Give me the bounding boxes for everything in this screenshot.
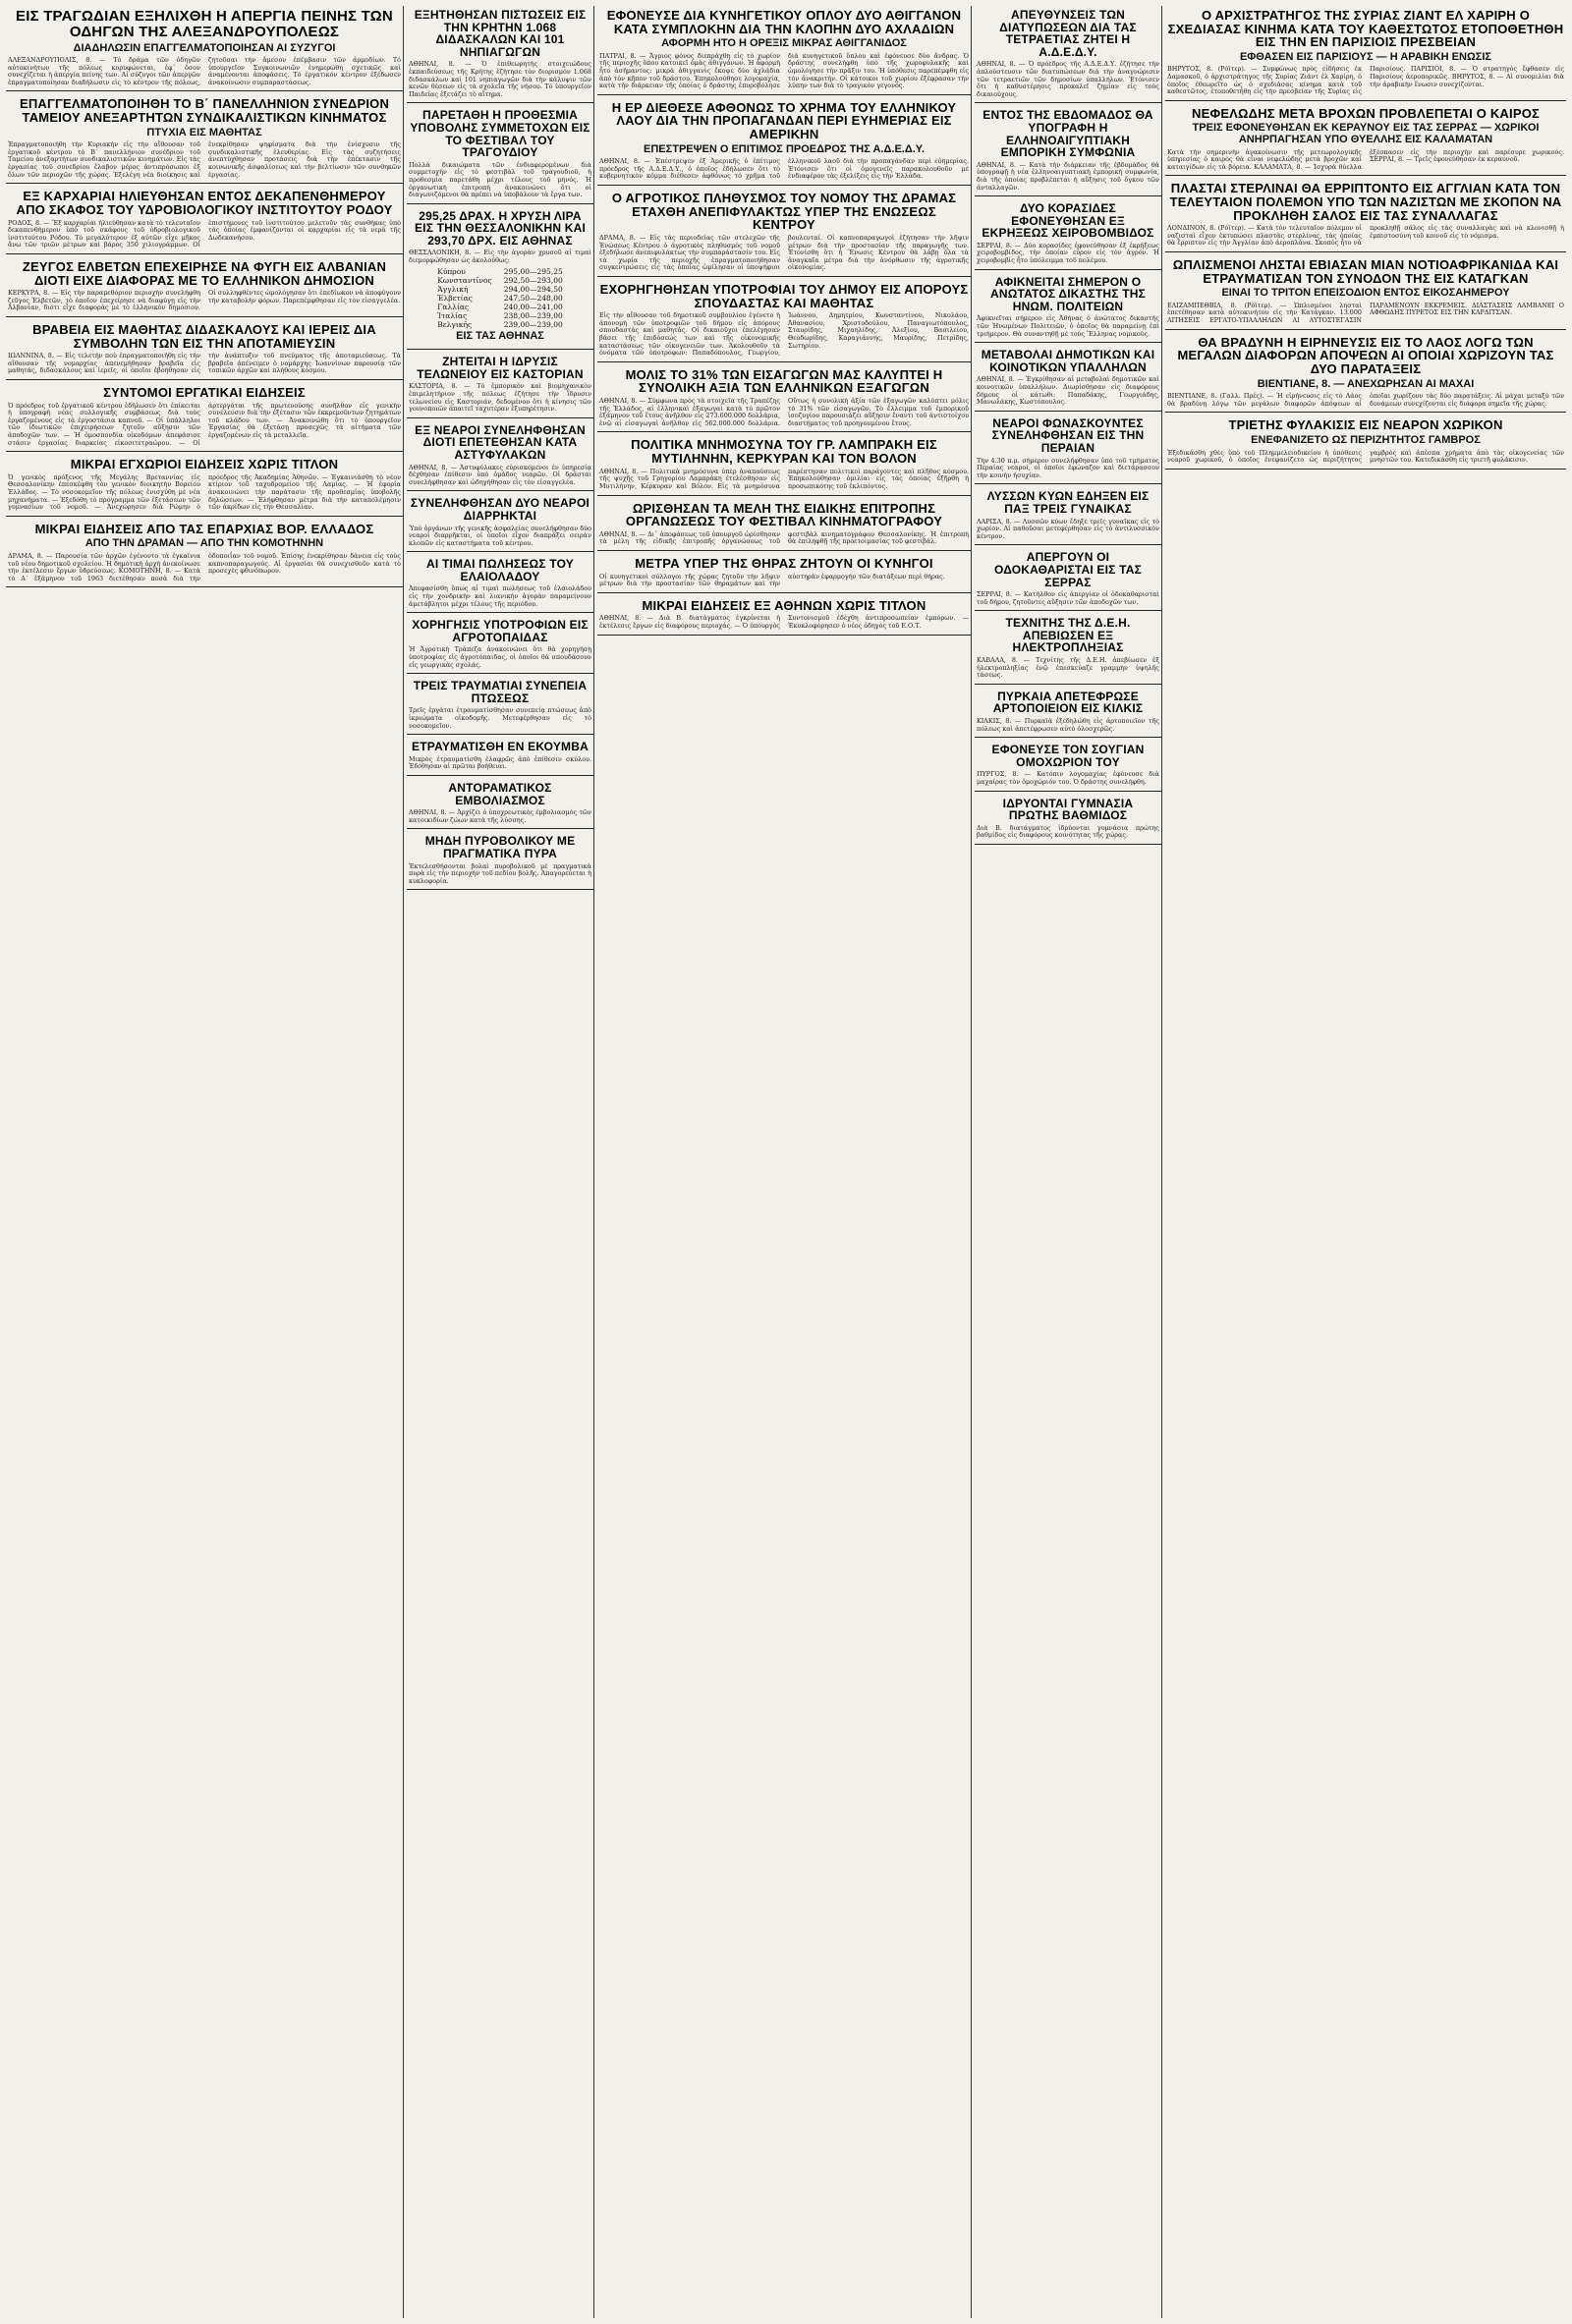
article [1165, 179, 1566, 252]
article [407, 494, 593, 552]
subheadline: ΤΡΕΙΣ ΕΦΟΝΕΥΘΗΣΑΝ ΕΚ ΚΕΡΑΥΝΟΥ ΕΙΣ ΤΑΣ ΣΕΡΡΑΣ — ΧΩΡΙΚΟΙ ΑΝΗΡΠΑΓΗΣΑΝ ΥΠΟ ΘΥΕΛΛΗΣ ΕΙΣ ΚΑΛΑΜΑΤΑΝ [1192, 122, 1540, 146]
article [597, 435, 971, 495]
article [975, 688, 1161, 738]
subheadline: ΕΙΝΑΙ ΤΟ ΤΡΙΤΟΝ ΕΠΕΙΣΟΔΙΟΝ ΕΝΤΟΣ ΕΙΚΟΣΑΗΜΕΡΟΥ [1221, 287, 1510, 300]
gold-rates-table [431, 267, 569, 329]
column-rule [593, 6, 594, 2318]
headline: ΑΙ ΤΙΜΑΙ ΠΩΛΗΣΕΩΣ ΤΟΥ ΕΛΑΙΟΛΑΔΟΥ [426, 557, 574, 583]
article-body: Ἐκτελεσθήσονται βολαὶ πυροβολικοῦ μὲ πραγματικὰ πυρὰ εἰς τὴν περιοχὴν τοῦ πεδίου βολῆς. Ἀπαγορεύεται ἡ κυκλοφορία. [409, 861, 591, 885]
article-body: ΚΑΣΤΟΡΙΑ, 8. — Τό ἐμπορικὸν καὶ βιομηχανικὸν ἐπιμελητήριον τῆς πόλεως ἐζήτησε τὴν ἵδρυσιν τελωνείου εἰς Καστοριάν, δεδομένου ὅτι ἡ κίνησις τῶν γουνοποιῶν ἀπαιτεῖ ταχυτέραν ἐξυπηρέτησιν. [409, 382, 591, 414]
article [6, 455, 403, 517]
article [597, 6, 971, 95]
article [1165, 255, 1566, 330]
article-body: ΒΙΕΝΤΙΑΝΕ, 8. (Γαλλ. Πρές). — Ἡ εἰρήνευσις εἰς τὸ Λάος θὰ βραδύνῃ λόγῳ τῶν μεγάλων διαφορῶν ἀπόψεων αἱ ὁποῖαι χωρίζουν τὰς δύο παρατάξεις. Αἱ μάχαι μεταξὺ τῶν δυνάμεων συνεχίζονται εἰς διάφορα σημεῖα τῆς χώρας. [1167, 392, 1564, 408]
rate-label: Ἑλβετίας [437, 293, 473, 303]
rate-label: Ἰταλίας [437, 310, 468, 320]
article-body: ΑΘΗΝΑΙ, 8. — Ὁ πρόεδρος τῆς Α.Δ.Ε.Δ.Υ. ἐζήτησε τὴν ἀπλούστευσιν τῶν διατυπώσεων διὰ τὴν ἀναγνώρισιν τῶν τετραετιῶν τῶν δημοσίων ὑπαλλήλων. Ἐτόνισεν ὅτι ἡ καθυστέρησις προκαλεῖ ζημίαν εἰς τοὺς δικαιούχους. [977, 60, 1159, 98]
article [407, 106, 593, 203]
article [975, 795, 1161, 845]
article [975, 548, 1161, 611]
article-body: Ὁ γενικὸς πρόξενος τῆς Μεγάλης Βρεταννίας εἰς Θεσσαλονίκην ἐπεσκέφθη τὸν γενικὸν διοικητὴν Βορείου Ἑλλάδος. — Τὸ νοσοκομεῖον τῆς πόλεως ἐνισχύθη μὲ νέα μηχανήματα. — Ἐξεδόθη τὸ πρόγραμμα τῶν ἐξετάσεων τῶν γυμνασίων τοῦ νομοῦ. — Ἀνεχώρησεν διὰ Ρώμην ὁ πρόεδρος τῆς Ἀκαδημίας Ἀθηνῶν. — Ἐγκαινιάσθη τὸ νέον κτίριον τοῦ ταχυδρομείου τῆς Λαμίας. — Ἡ ἐφορία ἀνακοινώνει τὴν παράτασιν τῆς προθεσμίας ὑποβολῆς δηλώσεων. — Ἐλήφθησαν μέτρα διὰ τὴν καταπολέμησιν τῶν ἀκρίδων εἰς τὴν Θεσσαλίαν. [8, 472, 401, 512]
article-body: ΔΡΑΜΑ, 8. — Παρουσία τῶν ἀρχῶν ἐγένοντο τὰ ἐγκαίνια τοῦ νέου δημοτικοῦ σχολείου. Ἡ δημοτικὴ ἀρχὴ ἀνεκοίνωσε τὴν ἐκτέλεσιν ἔργων ὑδρεύσεως. ΚΟΜΟΤΗΝΗ, 8. — Κατὰ τὸ Α΄ ἑξάμηνον τοῦ 1963 διετέθησαν ποσὰ διὰ τὴν ὁδοποιΐαν τοῦ νομοῦ. Ἐπίσης ἐνεκρίθησαν δάνεια εἰς τοὺς καπνοπαραγωγούς. Αἱ ἐργασίαι θὰ συνεχισθοῦν κατὰ τὸ προσεχὲς φθινόπωρον. [8, 552, 401, 582]
article-body: Τὴν 4.30 π.μ. σήμερον συνελήφθησαν ὑπὸ τοῦ τμήματος Περαίας νεαροί, οἱ ὁποῖοι ἐφώναζον καὶ διετάρασσον τὴν κοινὴν ἡσυχίαν. [977, 456, 1159, 479]
headline: ΛΥΣΣΩΝ ΚΥΩΝ ΕΔΗΞΕΝ ΕΙΣ ΠΑΞ ΤΡΕΙΣ ΓΥΝΑΙΚΑΣ [986, 489, 1150, 516]
column-5 [1165, 6, 1566, 2318]
article-body: ΚΕΡΚΥΡΑ, 8. — Εἰς τὴν παραμεθόριον περιοχὴν συνελήφθη ζεῦγος Ἑλβετῶν, τὸ ὁποῖον ἐπεχείρησε νὰ διαφύγῃ εἰς τὴν Ἀλβανίαν, διότι εἶχε διαφορὰς μὲ τὸ ἑλληνικὸν δημόσιον. Οἱ συλληφθέντες ὡμολόγησαν ὅτι ἐπεδίωκον νὰ ἀποφύγουν τὴν καταβολὴν φόρων. Παρεπέμφθησαν εἰς τὸν εἰσαγγελέα. [8, 289, 401, 312]
article-body: ΑΘΗΝΑΙ, 8. — Σύμφωνα πρὸς τὰ στοιχεῖα τῆς Τραπέζης τῆς Ἑλλάδος, αἱ ἑλληνικαὶ ἐξαγωγαὶ κατὰ τὸ πρῶτον ἑξάμηνον τοῦ ἔτους ἀνῆλθον εἰς 273.600.000 δολλάρια, ἐνῷ αἱ εἰσαγωγαὶ ἀνῆλθον εἰς 562.000.000 δολλάρια. Οὕτως ἡ συνολικὴ ἀξία τῶν ἐξαγωγῶν καλύπτει μόλις τὸ 31% τῶν εἰσαγωγῶν. Τὸ ἔλλειμμα τοῦ ἐμπορικοῦ ἰσοζυγίου παρουσιάζει αὔξησιν ἔναντι τοῦ ἀντιστοίχου διαστήματος τοῦ προηγουμένου ἔτους. [599, 397, 969, 427]
article [6, 520, 403, 588]
article [975, 199, 1161, 270]
rate-label: Κύπρου [437, 266, 466, 276]
headline: ΤΡΙΕΤΗΣ ΦΥΛΑΚΙΣΙΣ ΕΙΣ ΝΕΑΡΟΝ ΧΩΡΙΚΟΝ [1228, 417, 1503, 433]
headline: ΖΗΤΕΙΤΑΙ Η ΙΔΡΥΣΙΣ ΤΕΛΩΝΕΙΟΥ ΕΙΣ ΚΑΣΤΟΡΙΑΝ [417, 355, 584, 381]
rate-label: Γαλλίας [437, 302, 470, 311]
headline: ΧΟΡΗΓΗΣΙΣ ΥΠΟΤΡΟΦΙΩΝ ΕΙΣ ΑΓΡΟΤΟΠΑΙΔΑΣ [412, 618, 589, 644]
article-body: Τρεῖς ἐργάται ἐτραυματίσθησαν συνεπείᾳ πτώσεως ἀπὸ ἰκριώματα οἰκοδομῆς. Μετεφέρθησαν εἰς τὸ νοσοκομεῖον. [409, 706, 591, 730]
article-body: Ἀπεφασίσθη ὅπως αἱ τιμαὶ πωλήσεως τοῦ ἐλαιολάδου εἰς τὴν χονδρικὴν καὶ λιανικὴν ἀγορὰν παραμείνουν ἀμετάβλητοι μέχρι τέλους τῆς περιόδου. [409, 584, 591, 608]
article [407, 353, 593, 418]
article [6, 94, 403, 184]
headline: ΝΕΦΕΛΩΔΗΣ ΜΕΤΑ ΒΡΟΧΩΝ ΠΡΟΒΛΕΠΕΤΑΙ Ο ΚΑΙΡΟΣ [1191, 105, 1541, 121]
article [975, 346, 1161, 412]
article [6, 257, 403, 317]
subheadline: ΕΦΘΑΣΕΝ ΕΙΣ ΠΑΡΙΣΙΟΥΣ — Η ΑΡΑΒΙΚΗ ΕΝΩΣΙΣ [1239, 50, 1492, 63]
headline: ΤΕΧΝΙΤΗΣ ΤΗΣ Δ.Ε.Η. ΑΠΕΒΙΩΣΕΝ ΕΞ ΗΛΕΚΤΡΟΠΛΗΞΙΑΣ [1005, 616, 1131, 655]
headline: ΕΞ ΚΑΡΧΑΡΙΑΙ ΗΛΙΕΥΘΗΣΑΝ ΕΝΤΟΣ ΔΕΚΑΠΕΝΘΗΜΕΡΟΥ ΑΠΟ ΣΚΑΦΟΣ ΤΟΥ ΥΔΡΟΒΙΟΛΟΓΙΚΟΥ ΙΝΣΤΙΤΟΥΤΟΥ ΡΟΔΟΥ [16, 189, 393, 217]
article-body: Ὁ πρόεδρος τοῦ ἐργατικοῦ κέντρου ἐδήλωσεν ὅτι ἐπίκειται ἡ ὑπογραφὴ νέας συλλογικῆς συμβάσεως διὰ τοὺς ἐργαζομένους εἰς τὰ ἐργοστάσια καπνοῦ. — Οἱ ὑπάλληλοι τῶν ἰδιωτικῶν ἐπιχειρήσεων ζητοῦν αὔξησιν τῶν ἀποδοχῶν των. — Ἡ ὁμοσπονδία οἰκοδόμων ἀπεφάσισε στάσιν ἐργασίας διαρκείας εἰκοσιτετραώρου. — Οἱ ἀρτεργάται τῆς πρωτευούσης συνῆλθον εἰς γενικὴν συνέλευσιν διὰ τὴν ἐξέτασιν τῶν ἐκκρεμούντων ζητημάτων τοῦ κλάδου των. — Ἀνακοινώθη ὅτι τὸ ὑπουργεῖον Ἐργασίας θὰ ἐξετάσῃ προσεχῶς τὰ αἰτήματα τῶν ἐργαζομένων εἰς τὰ μεταλλεῖα. [8, 401, 401, 447]
article [1165, 104, 1566, 177]
article [407, 677, 593, 735]
rate-label: Κωνσταντῖνος [437, 275, 492, 285]
headline: ΕΧΟΡΗΓΗΘΗΣΑΝ ΥΠΟΤΡΟΦΙΑΙ ΤΟΥ ΔΗΜΟΥ ΕΙΣ ΑΠΟΡΟΥΣ ΣΠΟΥΔΑΣΤΑΣ ΚΑΙ ΜΑΘΗΤΑΣ [599, 281, 969, 310]
article [597, 365, 971, 433]
headline: Ο ΑΡΧΙΣΤΡΑΤΗΓΟΣ ΤΗΣ ΣΥΡΙΑΣ ΖΙΑΝΤ ΕΛ ΧΑΡΙΡΗ Ο ΣΧΕΔΙΑΣΑΣ ΚΙΝΗΜΑ ΚΑΤΑ ΤΟΥ ΚΑΘΕΣΤΩΤΟΣ ΕΤΟΠΟΘΕΤΗΘΗ ΕΙΣ ΤΗΝ ΕΝ ΠΑΡΙΣΙΟΙΣ ΠΡΕΣΒΕΙΑΝ [1167, 8, 1564, 50]
article [975, 106, 1161, 196]
headline: ΑΠΕΡΓΟΥΝ ΟΙ ΟΔΟΚΑΘΑΡΙΣΤΑΙ ΕΙΣ ΤΑΣ ΣΕΡΡΑΣ [993, 550, 1143, 589]
table-row [431, 294, 569, 303]
headline: ΣΥΝΕΛΗΦΘΗΣΑΝ ΔΥΟ ΝΕΑΡΟΙ ΔΙΑΡΡΗΚΤΑΙ [410, 496, 590, 523]
subheadline: ΑΦΟΡΜΗ ΗΤΟ Η ΟΡΕΞΙΣ ΜΙΚΡΑΣ ΑΘΙΓΓΑΝΙΔΟΣ [661, 37, 907, 50]
table-row [431, 311, 569, 320]
headline: ΕΞ ΝΕΑΡΟΙ ΣΥΝΕΛΗΦΘΗΣΑΝ ΔΙΟΤΙ ΕΠΕΤΕΘΗΣΑΝ ΚΑΤΑ ΑΣΤΥΦΥΛΑΚΩΝ [415, 422, 586, 462]
article [6, 383, 403, 452]
article-body: ΕΛΙΖΑΜΠΕΘΒΙΛ, 8. (Ρόϊτερ). — Ὡπλισμένοι λησταὶ ἐπετέθησαν κατὰ αὐτοκινήτου εἰς τὴν Κατάγκαν. 13.000 ΑΙΤΗΣΕΙΣ ΕΡΓΑΤΟ-ΥΠΑΛΛΗΛΩΝ ΑΙ ΑΥΤΟΣΤΕΓΑΣΙΝ ΠΑΡΑΜΕΝΟΥΝ ΕΚΚΡΕΜΕΙΣ. ΔΙΑΣΤΑΣΕΙΣ ΛΑΜΒΑΝΕΙ Ο ΑΦΘΩΔΗΣ ΠΥΡΕΤΟΣ ΕΙΣ ΤΗΝ ΚΑΡΔΙΤΣΑΝ. [1167, 301, 1564, 325]
headline: ΤΡΕΙΣ ΤΡΑΥΜΑΤΙΑΙ ΣΥΝΕΠΕΙΑ ΠΤΩΣΕΩΣ [413, 679, 588, 705]
headline: ΕΠΑΓΓΕΛΜΑΤΟΠΟΙΗΘΗ ΤΟ Β΄ ΠΑΝΕΛΛΗΝΙΟΝ ΣΥΝΕΔΡΙΟΝ ΤΑΜΕΙΟΥ ΑΝΕΞΑΡΤΗΤΩΝ ΣΥΝΔΙΚΑΛΙΣΤΙΚΩΝ ΚΙΝΗΜΑΤΟΣ [19, 96, 390, 126]
headline: ΕΤΡΑΥΜΑΤΙΣΘΗ ΕΝ ΕΚΟΥΜΒΑ [412, 740, 589, 754]
headline: ΜΕΤΑΒΟΛΑΙ ΔΗΜΟΤΙΚΩΝ ΚΑΙ ΚΟΙΝΟΤΙΚΩΝ ΥΠΑΛΛΗΛΩΝ [981, 348, 1155, 374]
headline: ΠΥΡΚΑΙΑ ΑΠΕΤΕΦΡΩΣΕ ΑΡΤΟΠΟΙΕΙΟΝ ΕΙΣ ΚΙΛΚΙΣ [992, 689, 1144, 716]
article [407, 779, 593, 829]
article [407, 832, 593, 890]
headline: ΔΥΟ ΚΟΡΑΣΙΔΕΣ ΕΦΟΝΕΥΘΗΣΑΝ ΕΞ ΕΚΡΗΞΕΩΣ ΧΕΙΡΟΒΟΜΒΙΔΟΣ [982, 201, 1154, 241]
article-body: Ὑπὸ ὀργάνων τῆς γενικῆς ἀσφαλείας συνελήφθησαν δύο νεαροὶ διαρρῆκται, οἱ ὁποῖοι εἶχον διαπράξει σειρὰν κλοπῶν εἰς καταστήματα τοῦ κέντρου. [409, 524, 591, 547]
article-body: ΑΘΗΝΑΙ, 8. — Ὁ ἐπιθεωρητὴς στοιχειώδους ἐκπαιδεύσεως τῆς Κρήτης ἐζήτησε τὸν διορισμὸν 1.068 διδασκάλων καὶ 101 νηπιαγωγῶν διὰ τὴν κάλυψιν τῶν κενῶν θέσεων εἰς τὰ σχολεῖα τῆς νήσου. Τό ὑπουργεῖον Παιδείας ἐξετάζει τὸ αἴτημα. [409, 60, 591, 98]
subheadline: ΒΙΕΝΤΙΑΝΕ, 8. — ΑΝΕΧΩΡΗΣΑΝ ΑΙ ΜΑΧΑΙ [1257, 377, 1475, 390]
headline: ΒΡΑΒΕΙΑ ΕΙΣ ΜΑΘΗΤΑΣ ΔΙΔΑΣΚΑΛΟΥΣ ΚΑΙ ΙΕΡΕΙΣ ΔΙΑ ΣΥΜΒΟΛΗΝ ΤΩΝ ΕΙΣ ΤΗΝ ΑΠΟΤΑΜΙΕΥΣΙΝ [32, 321, 376, 351]
headline: ΕΙΣ ΤΡΑΓΩΔΙΑΝ ΕΞΗΛΙΧΘΗ Η ΑΠΕΡΓΙΑ ΠΕΙΝΗΣ ΤΩΝ ΟΔΗΓΩΝ ΤΗΣ ΑΛΕΞΑΝΔΡΟΥΠΟΛΕΩΣ [16, 8, 393, 40]
article-body: Ἡ Ἀγροτικὴ Τράπεζα ἀνακοινώνει ὅτι θὰ χορηγήσῃ ὑποτροφίας εἰς ἀγροτόπαιδας, οἱ ὁποῖοι θὰ σπουδάσουν εἰς γεωργικὰς σχολάς. [409, 645, 591, 669]
column-rule [403, 6, 404, 2318]
table-row [431, 303, 569, 311]
article [407, 207, 593, 351]
headline: ΜΙΚΡΑΙ ΕΙΔΗΣΕΙΣ ΕΞ ΑΘΗΝΩΝ ΧΩΡΙΣ ΤΙΤΛΟΝ [642, 597, 926, 613]
rate-label: Ἀγγλική [437, 284, 469, 294]
rates-note: ΕΙΣ ΤΑΣ ΑΘΗΝΑΣ [456, 329, 544, 342]
article [597, 98, 971, 186]
article-body: Οἱ κυνηγετικοὶ σύλλογοι τῆς χώρας ζητοῦν τὴν λῆψιν μέτρων διὰ τὴν προστασίαν τῶν θηραμάτων καὶ τὴν αὐστηρὰν ἐφαρμογὴν τῶν διατάξεων περὶ θήρας. [599, 572, 945, 588]
article [6, 6, 403, 91]
article-body: ΙΩΑΝΝΙΝΑ, 8. — Εἰς τελετὴν ποὺ ἐπραγματοποιήθη εἰς τὴν αἴθουσαν τῆς νομαρχίας ἀπενεμήθησαν βραβεῖα εἰς μαθητάς, διδασκάλους καὶ ἱερεῖς, οἱ ὁποῖοι ἐβοήθησαν εἰς τὴν ἀνάπτυξιν τοῦ πνεύματος τῆς ἀποταμιεύσεως. Τὰ βραβεῖα ἀπένειμεν ὁ νομάρχης Ἰωαννίνων παρουσίᾳ τῶν τοπικῶν ἀρχῶν καὶ πλήθους κόσμου. [8, 352, 401, 375]
column-4 [975, 6, 1161, 2318]
column-rule [971, 6, 972, 2318]
headline: ΖΕΥΓΟΣ ΕΛΒΕΤΩΝ ΕΠΕΧΕΙΡΗΣΕ ΝΑ ΦΥΓΗ ΕΙΣ ΑΛΒΑΝΙΑΝ ΔΙΟΤΙ ΕΙΧΕ ΔΙΑΦΟΡΑΣ ΜΕ ΤΟ ΕΛΛΗΝΙΚΟΝ ΔΗΜΟΣΙΟΝ [22, 258, 387, 288]
headline: ΠΛΑΣΤΑΙ ΣΤΕΡΛΙΝΑΙ ΘΑ ΕΡΡΙΠΤΟΝΤΟ ΕΙΣ ΑΓΓΛΙΑΝ ΚΑΤΑ ΤΟΝ ΤΕΛΕΥΤΑΙΟΝ ΠΟΛΕΜΟΝ ΥΠΟ ΤΩΝ ΝΑΖΙΣΤΩΝ ΜΕ ΣΚΟΠΟΝ ΝΑ ΠΡΟΚΛΗΘΗ ΣΑΛΟΣ ΕΙΣ ΤΑΣ ΣΥΝΑΛΛΑΓΑΣ [1169, 181, 1562, 223]
subheadline: ΑΠΟ ΤΗΝ ΔΡΑΜΑΝ — ΑΠΟ ΤΗΝ ΚΟΜΟΤΗΝΗΝ [84, 537, 324, 550]
article-body: ΑΘΗΝΑΙ, 8. — Δι᾽ ἀποφάσεως τοῦ ὑπουργοῦ ὡρίσθησαν τὰ μέλη τῆς εἰδικῆς ἐπιτροπῆς ὀργανώσεως τοῦ φεστιβὰλ κινηματογράφου Θεσσαλονίκης. Ἡ ἐπιτροπὴ θὰ ἐπιληφθῇ τῆς προετοιμασίας τοῦ φεστιβάλ. [599, 529, 969, 546]
headline: ΕΦΟΝΕΥΣΕ ΤΟΝ ΣΟΥΓΙΑΝ ΟΜΟΧΩΡΙΟΝ ΤΟΥ [991, 743, 1145, 769]
rate-value: 240,00—241,00 [503, 302, 563, 311]
article-body: ΑΘΗΝΑΙ, 8. — Πολιτικὰ μνημόσυνα ὑπὲρ ἀναπαύσεως τῆς ψυχῆς τοῦ Γρηγορίου Λαμπράκη ἐτελέσθησαν εἰς Μυτιλήνην, Κέρκυραν καὶ Βόλον. Εἰς τὰ μνημόσυνα παρέστησαν πολιτικοὶ παράγοντες καὶ πλῆθος κόσμου. Ἐπηκολούθησαν ὁμιλίαι εἰς τὰς ὁποίας ἐξῆρθη ἡ προσωπικότης τοῦ ἐκλιπόντος. [599, 467, 969, 490]
article [597, 189, 971, 277]
article-body: ΒΗΡΥΤΟΣ, 8. (Ρόϊτερ). — Συμφώνως πρὸς εἰδήσεις ἐκ Δαμασκοῦ, ὁ ἀρχιστράτηγος τῆς Συρίας Ζιάντ ἐλ Χαρίρη, ὁ ὁποῖος ἐθεωρεῖτο ὡς ὁ σχεδιάσας κίνημα κατὰ τοῦ καθεστῶτος, ἐτοποθετήθη εἰς τὴν πρεσβείαν τῆς Συρίας εἰς Παρισίους. ΠΑΡΙΣΙΟΙ, 8. — Ὁ στρατηγὸς ἔφθασεν εἰς Παρισίους ἀεροπορικῶς. ΒΗΡΥΤΟΣ, 8. — Αἱ συνομιλίαι διὰ τὴν ἀραβικὴν ἕνωσιν συνεχίζονται. [1167, 65, 1564, 96]
headline: ΝΕΑΡΟΙ ΦΩΝΑΣΚΟΥΝΤΕΣ ΣΥΝΕΛΗΦΘΗΣΑΝ ΕΙΣ ΤΗΝ ΠΕΡΑΙΑΝ [991, 415, 1145, 455]
article [1165, 333, 1566, 414]
article-body: ΚΙΛΚΙΣ, 8. — Πυρκαϊὰ ἐξεδηλώθη εἰς ἀρτοποιεῖον τῆς πόλεως καὶ ἀπετέφρωσεν αὐτὸ ὁλοσχερῶς. [977, 717, 1159, 733]
article-body: ΑΘΗΝΑΙ, 8. — Διὰ Β. διατάγματος ἐγκρίνεται ἡ ἐκτέλεσις ἔργων εἰς διαφόρους περιοχάς. — Ὁ ὑπουργὸς Συντονισμοῦ ἐδέχθη ἀντιπροσωπείαν ἐμπόρων. — Ἐκυκλοφόρησεν ὁ νέος ὁδηγὸς τοῦ Ε.Ο.Τ. [599, 614, 969, 631]
article [975, 273, 1161, 344]
headline: ΕΞΗΤΗΘΗΣΑΝ ΠΙΣΤΩΣΕΙΣ ΕΙΣ ΤΗΝ ΚΡΗΤΗΝ 1.068 ΔΙΔΑΣΚΑΛΩΝ ΚΑΙ 101 ΝΗΠΙΑΓΩΓΩΝ [414, 8, 587, 59]
article-body: ΑΛΕΞΑΝΔΡΟΥΠΟΛΙΣ, 8. — Τό δράμα τῶν ὁδηγῶν αὐτοκινήτων τῆς πόλεως κορυφώνεται, ἐφ᾽ ὅσον συνεχίζεται ἡ ἀπεργία πείνης των. Αἱ σύζυγοι τῶν ἀπεργῶν ἐπραγματοποίησαν διαδήλωσιν εἰς τὸ κέντρον τῆς πόλεως, ζητοῦσαι τὴν ἄμεσον ἐπέμβασιν τῶν ἁρμοδίων. Τό ὑπουργεῖον Συγκοινωνιῶν ἐνημερώθη σχετικῶς καὶ ἀναμένονται ἀποφάσεις. Τό ἐργατικόν κέντρον ἐξέδωσεν ἀνακοίνωσιν συμπαραστάσεως. [8, 56, 401, 86]
headline: 295,25 ΔΡΑΧ. Η ΧΡΥΣΗ ΛΙΡΑ ΕΙΣ ΤΗΝ ΘΕΣΣΑΛΟΝΙΚΗΝ ΚΑΙ 293,70 ΔΡΧ. ΕΙΣ ΑΘΗΝΑΣ [414, 208, 587, 248]
article-body: ΑΘΗΝΑΙ, 8. — Κατὰ τὴν διάρκειαν τῆς ἑβδομάδος θὰ ὑπογραφῇ ἡ νέα ἑλληνοαιγυπτιακὴ ἐμπορικὴ συμφωνία, διὰ τῆς ὁποίας προβλέπεται ἡ αὔξησις τοῦ ὄγκου τῶν ἀνταλλαγῶν. [977, 160, 1159, 192]
column-1 [6, 6, 403, 2318]
headline: ΣΥΝΤΟΜΟΙ ΕΡΓΑΤΙΚΑΙ ΕΙΔΗΣΕΙΣ [103, 385, 306, 400]
headline: ΜΟΛΙΣ ΤΟ 31% ΤΩΝ ΕΙΣΑΓΩΓΩΝ ΜΑΣ ΚΑΛΥΠΤΕΙ Η ΣΥΝΟΛΙΚΗ ΑΞΙΑ ΤΩΝ ΕΛΛΗΝΙΚΩΝ ΕΞΑΓΩΓΩΝ [625, 366, 943, 396]
headline: ΜΙΚΡΑΙ ΕΙΔΗΣΕΙΣ ΑΠΟ ΤΑΣ ΕΠΑΡΧΙΑΣ ΒΟΡ. ΕΛΛΑΔΟΣ [34, 521, 374, 536]
headline: ΜΕΤΡΑ ΥΠΕΡ ΤΗΣ ΘΗΡΑΣ ΖΗΤΟΥΝ ΟΙ ΚΥΝΗΓΟΙ [635, 555, 933, 571]
article-body: Μικρὸς ἐτραυματίσθη ἐλαφρῶς ἀπὸ ἐπίθεσιν σκύλου. Ἐδόθησαν αἱ πρῶται βοήθειαι. [409, 754, 591, 771]
column-rule [1161, 6, 1162, 2318]
article [597, 499, 971, 551]
article-body: ΣΕΡΡΑΙ, 8. — Κατήλθον εἰς ἀπεργίαν οἱ ὁδοκαθαρισταὶ τοῦ δήμου, ζητοῦντες αὔξησιν τῶν ἀποδοχῶν των. [977, 590, 1159, 606]
headline: ΘΑ ΒΡΑΔΥΝΗ Η ΕΙΡΗΝΕΥΣΙΣ ΕΙΣ ΤΟ ΛΑΟΣ ΛΟΓΩ ΤΩΝ ΜΕΓΑΛΩΝ ΔΙΑΦΟΡΩΝ ΑΠΟΨΕΩΝ ΑΙ ΟΠΟΙΑΙ ΧΩΡΙΖΟΥΝ ΤΑΣ ΔΥΟ ΠΑΡΑΤΑΞΕΙΣ [1177, 334, 1554, 376]
article [975, 415, 1161, 485]
column-3 [597, 6, 971, 2318]
headline: ΕΝΤΟΣ ΤΗΣ ΕΒΔΟΜΑΔΟΣ ΘΑ ΥΠΟΓΡΑΦΗ Η ΕΛΛΗΝΟΑΙΓΥΠΤΙΑΚΗ ΕΜΠΟΡΙΚΗ ΣΥΜΦΩΝΙΑ [982, 108, 1153, 160]
article-body: ΚΑΒΑΛΑ, 8. — Τεχνίτης τῆς Δ.Ε.Η. ἀπεβίωσεν ἐξ ἠλεκτροπληξίας ἐνῷ ἐπεσκεύαζε γραμμὴν ὑψηλῆς τάσεως. [977, 656, 1159, 680]
subheadline: ΕΠΕΣΤΡΕΨΕΝ Ο ΕΠΙΤΙΜΟΣ ΠΡΟΕΔΡΟΣ ΤΗΣ Α.Δ.Ε.Δ.Υ. [644, 142, 925, 155]
subheadline: ΔΙΑΔΗΛΩΣΙΝ ΕΠΑΓΓΕΛΜΑΤΟΠΟΙΗΣΑΝ ΑΙ ΣΥΖΥΓΟΙ [73, 41, 336, 54]
article-body: ΑΘΗΝΑΙ, 8. — Ἀστυφύλακες εὑρισκόμενοι ἐν ὑπηρεσίᾳ δέχθησαν ἐπίθεσιν ὑπὸ ὁμάδος νεαρῶν. Οἱ δράσται συνελήφθησαν καὶ ὡδηγήθησαν εἰς τὸν εἰσαγγελέα. [409, 463, 591, 486]
table-row [431, 267, 569, 276]
headline: ΠΟΛΙΤΙΚΑ ΜΝΗΜΟΣΥΝΑ ΤΟΥ ΓΡ. ΛΑΜΠΡΑΚΗ ΕΙΣ ΜΥΤΙΛΗΝΗΝ, ΚΕΡΚΥΡΑΝ ΚΑΙ ΤΟΝ ΒΟΛΟΝ [631, 437, 937, 467]
article-body: ΠΥΡΓΟΣ, 8. — Κατόπιν λογομαχίας ἐφόνευσε διὰ μαχαίρας τὸν ὁμοχώριόν του. Ὁ δράστης συνελήφθη. [977, 770, 1159, 786]
rate-value: 238,00—239,00 [503, 310, 563, 320]
table-row [431, 320, 569, 329]
article [6, 320, 403, 380]
rate-value: 295,00—295,25 [503, 266, 563, 276]
article-body: Ἐξεδικάσθη χθὲς ὑπὸ τοῦ Πλημμελειοδικείου ἡ ὑπόθεσις νεαροῦ χωρικοῦ, ὁ ὁποῖος ἐνεφανίζετο ὡς περιζήτητος γαμβρὸς καὶ ἀπέσπα χρήματα ἀπὸ τὰς οἰκογενείας τῶν μνηστῶν του. Κατεδικάσθη εἰς τριετῆ φυλάκισιν. [1167, 448, 1564, 465]
article [407, 6, 593, 103]
article [975, 6, 1161, 103]
subheadline: ΕΝΕΦΑΝΙΖΕΤΟ ΩΣ ΠΕΡΙΖΗΤΗΤΟΣ ΓΑΜΒΡΟΣ [1251, 433, 1481, 446]
article-body: Εἰς τὴν αἴθουσαν τοῦ δημοτικοῦ συμβουλίου ἐγένετο ἡ ἀπονομὴ τῶν ὑποτροφιῶν τοῦ δήμου εἰς ἀπόρους σπουδαστὰς καὶ μαθητάς. Οἱ δικαιοῦχοι ἐπελέγησαν βάσει τῆς ἐπιδόσεώς των καὶ τῆς οἰκονομικῆς καταστάσεως τῶν οἰκογενειῶν των. Ἀκολουθοῦν τὰ ὀνόματα τῶν ὑποτρόφων: Παπαδόπουλος, Γεωργίου, Ἰωάννου, Δημητρίου, Κωνσταντίνου, Νικολάου, Ἀθανασίου, Χριστοδούλου, Παναγιωτόπουλος, Σταυρίδης, Μιχαηλίδης, Ἀλεξίου, Βασιλείου, Θεοδωρίδης, Καραγιάννης, Μαυρίδης, Πετρίδης, Σωτηρίου. [599, 311, 969, 358]
article [1165, 415, 1566, 469]
article-body: ΛΟΝΔΙΝΟΝ, 8. (Ρόϊτερ). — Κατὰ τὸν τελευταῖον πόλεμον οἱ ναζισταὶ εἶχον ἐκτυπώσει πλαστὰς στερλίνας, τὰς ὁποίας θὰ ἔρριπτον εἰς τὴν Ἀγγλίαν ἀπὸ ἀεροπλάνα. Σκοπὸς ἦτο νὰ προκληθῇ σάλος εἰς τὰς συναλλαγὰς καὶ νὰ κλονισθῇ ἡ ἐμπιστοσύνη τοῦ κοινοῦ εἰς τὸ νόμισμα. [1167, 224, 1564, 248]
article [597, 554, 971, 593]
article-body: ΔΡΑΜΑ, 8. — Εἰς τὰς περιοδείας τῶν στελεχῶν τῆς Ἑνώσεως Κέντρου ὁ ἀγροτικὸς πληθυσμὸς τοῦ νομοῦ ἐξεδήλωσε ἀνεπιφυλάκτως τὴν συμπαράστασίν του. Εἰς τὰ χωρία τῆς περιοχῆς ἐπραγματοποιήθησαν συγκεντρώσεις εἰς τὰς ὁποίας ὡμίλησαν οἱ ὑποψήφιοι βουλευταί. Οἱ καπνοπαραγωγοὶ ἐζήτησαν τὴν λῆψιν μέτρων διὰ τὴν προστασίαν τῆς παραγωγῆς των. Ἐτονίσθη ὅτι ἡ Ἕνωσις Κέντρου θὰ λάβῃ ὅλα τὰ ἀναγκαῖα μέτρα διὰ τὴν ἀνόρθωσιν τῆς ἀγροτικῆς οἰκονομίας. [599, 233, 969, 272]
column-2 [407, 6, 593, 2318]
article-body: Κατὰ τὴν σημερινὴν ἀνακοίνωσιν τῆς μετεωρολογικῆς ὑπηρεσίας ὁ καιρὸς θὰ εἶναι νεφελώδης μετὰ βροχῶν καὶ καταιγίδων εἰς τὰ βόρεια. ΚΑΛΑΜΑΤΑ, 8. — Ἰσχυρὰ θύελλα ἐξέσπασεν εἰς τὴν περιοχὴν καὶ παρέσυρε χωρικούς. ΣΕΡΡΑΙ, 8. — Τρεῖς ἐφονεύθησαν ἐκ κεραυνοῦ. [1167, 147, 1564, 171]
article-body: Πολλὰ δικαιώματα τῶν ἐνδιαφερομένων διὰ συμμετοχὴν εἰς τὸ φεστιβὰλ τοῦ τραγουδιοῦ, ἡ προθεσμία παρετάθη μέχρι τέλους τοῦ μηνός. Ἡ ὀργανωτικὴ ἐπιτροπὴ ἀνακοινώνει ὅτι οἱ διαγωνιζόμενοι θὰ πρέπει νὰ ὑποβάλουν τὰ ἔργα των. [409, 160, 591, 199]
headline: ΜΗΔΗ ΠΥΡΟΒΟΛΙΚΟΥ ΜΕ ΠΡΑΓΜΑΤΙΚΑ ΠΥΡΑ [424, 834, 576, 860]
article-body: ΑΘΗΝΑΙ, 8. — Ἐπέστρεψεν ἐξ Ἀμερικῆς ὁ ἐπίτιμος πρόεδρος τῆς Α.Δ.Ε.Δ.Υ., ὁ ὁποῖος ἐδήλωσεν ὅτι τὸ κυβερνητικὸν κόμμα διέθεσεν ἀφθόνως τὸ χρῆμα τοῦ ἑλληνικοῦ λαοῦ διὰ τὴν προπαγάνδαν περὶ εὐημερίας. Ἐτόνισεν ὅτι οἱ ὁμογενεῖς παρακολουθοῦν μὲ ἐνδιαφέρον τὰς ἐξελίξεις εἰς τὴν Ἑλλάδα. [599, 157, 969, 181]
rate-value: 239,00—239,00 [503, 319, 563, 329]
headline: Η ΕΡ ΔΙΕΘΕΣΕ ΑΦΘΟΝΩΣ ΤΟ ΧΡΗΜΑ ΤΟΥ ΕΛΛΗΝΙΚΟΥ ΛΑΟΥ ΔΙΑ ΤΗΝ ΠΡΟΠΑΓΑΝΔΑΝ ΠΕΡΙ ΕΥΗΜΕΡΙΑΣ ΕΙΣ ΑΜΕΡΙΚΗΝ [611, 99, 957, 142]
article [975, 487, 1161, 545]
article-body: ΑΘΗΝΑΙ, 8. — Ἀρχίζει ὁ ὑποχρεωτικὸς ἐμβολιασμὸς τῶν κατοικιδίων ζώων κατὰ τῆς λύσσης. [409, 808, 591, 824]
article [407, 738, 593, 776]
subheadline: ΠΤΥΧΙΑ ΕΙΣ ΜΑΘΗΤΑΣ [146, 126, 262, 138]
table-row [431, 285, 569, 294]
article-body: ΑΘΗΝΑΙ, 8. — Ἐγκρίθησαν αἱ μεταβολαὶ δημοτικῶν καὶ κοινοτικῶν ὑπαλλήλων. Διωρίσθησαν εἰς διαφόρους δήμους οἱ κάτωθι: Παπαδάκης, Γεωργιάδης, Μανωλάκης, Κωστόπουλος. [977, 375, 1159, 407]
rate-value: 292,50—293,00 [503, 275, 563, 285]
headline: ΙΔΡΥΟΝΤΑΙ ΓΥΜΝΑΣΙΑ ΠΡΩΤΗΣ ΒΑΘΜΙΔΟΣ [1002, 796, 1134, 823]
headline: ΑΝΤΟΡΑΜΑΤΙΚΟΣ ΕΜΒΟΛΙΑΣΜΟΣ [448, 780, 552, 807]
headline: ΕΦΟΝΕΥΣΕ ΔΙΑ ΚΥΝΗΓΕΤΙΚΟΥ ΟΠΛΟΥ ΔΥΟ ΑΘΙΓΓΑΝΟΝ ΚΑΤΑ ΣΥΜΠΛΟΚΗΝ ΔΙΑ ΤΗΝ ΚΛΟΠΗΝ ΔΥΟ ΑΧΛΑΔΙΩΝ [606, 8, 962, 36]
headline: ΑΦΙΚΝΕΙΤΑΙ ΣΗΜΕΡΟΝ Ο ΑΝΩΤΑΤΟΣ ΔΙΚΑΣΤΗΣ ΤΗΣ ΗΝΩΜ. ΠΟΛΙΤΕΙΩΝ [989, 274, 1147, 313]
article [975, 614, 1161, 685]
article [975, 741, 1161, 791]
rate-label: Βελγικῆς [437, 319, 473, 329]
article-body: Ἐπραγματοποιήθη τὴν Κυριακήν εἰς τὴν αἴθουσαν τοῦ ἐργατικοῦ κέντρου τὸ Β΄ πανελλήνιον συνέδριον τοῦ Ταμείου ἀνεξαρτήτων συνδικαλιστικῶν κινημάτων. Εἰς τὰς ἐργασίας τοῦ συνεδρίου ἔλαβον μέρος ἀντιπρόσωποι ἐξ ὅλων τῶν περιοχῶν τῆς χώρας. Ἐξελέγη νέα διοίκησις καὶ ἐνεκρίθησαν ψηφίσματα διὰ τὴν ἐνίσχυσιν τῆς συνδικαλιστικῆς ἐλευθερίας. Εἰς τὰς συζητήσεις ἀνεπτύχθησαν προτάσεις διὰ τὴν ἐπέκτασιν τῆς κοινωνικῆς ἀσφαλίσεως καὶ τὴν βελτίωσιν τῶν συνθηκῶν ἐργασίας. [8, 140, 401, 179]
article-body: ΠΑΤΡΑΙ, 8. — Ἄγριος φόνος διεπράχθη εἰς τὸ χωρίον τῆς περιοχῆς ὅπου κατοικεῖ ὁμὰς ἀθιγγάνων. Ἡ ἀφορμὴ ἦτο ἀσήμαντος: μικρὰ ἀθιγγανὶς ἔκοψε δύο ἀχλάδια ἀπὸ τὸν κῆπον τοῦ δράστου. Ἐπηκολούθησε λογομαχία, κατὰ τὴν διάρκειαν τῆς ὁποίας ὁ δράστης ἐπυροβόλησε διὰ κυνηγετικοῦ ὅπλου καὶ ἐφόνευσε δύο ἄνδρας. Ὁ δράστης συνελήφθη ὑπὸ τῆς χωροφυλακῆς καὶ ὡμολόγησε τὴν πρᾶξιν του. Ἡ ὑπόθεσις παρεπέμφθη εἰς τὸν ἀνακριτήν. Οἱ κάτοικοι τοῦ χωρίου ἐξέφρασαν τὴν λύπην των διὰ τὸ τραγικὸν γεγονός. [599, 51, 969, 90]
headline: ΩΡΙΣΘΗΣΑΝ ΤΑ ΜΕΛΗ ΤΗΣ ΕΙΔΙΚΗΣ ΕΠΙΤΡΟΠΗΣ ΟΡΓΑΝΩΣΕΩΣ ΤΟΥ ΦΕΣΤΙΒΑΛ ΚΙΝΗΜΑΤΟΓΡΑΦΟΥ [625, 500, 943, 529]
article-body: ΘΕΣΣΑΛΟΝΙΚΗ, 8. — Εἰς τὴν ἀγορὰν χρυσοῦ αἱ τιμαὶ διεμορφώθησαν ὡς ἀκολούθως: [409, 249, 591, 265]
table-row [431, 276, 569, 285]
rate-value: 294,00—294,50 [503, 284, 563, 294]
rate-value: 247,50—248,00 [503, 293, 563, 303]
article-body: ΣΕΡΡΑΙ, 8. — Δύο κορασίδες ἐφονεύθησαν ἐξ ἐκρήξεως χειροβομβίδος, τὴν ὁποίαν εὗρον εἰς τὸν ἀγρόν. Ἡ χειροβομβὶς ἦτο ὑπόλειμμα τοῦ πολέμου. [977, 241, 1159, 265]
article [6, 187, 403, 254]
article-body: Ἀφικνεῖται σήμερον εἰς Ἀθήνας ὁ ἀνώτατος δικαστὴς τῶν Ἡνωμένων Πολιτειῶν, ὁ ὁποῖος θὰ παραμείνῃ ἐπὶ τριήμερον. Θὰ συναντηθῇ μὲ τοὺς Ἕλληνας νομικούς. [977, 314, 1159, 338]
article [407, 555, 593, 613]
article-body: ΡΟΔΟΣ, 8. — Ἕξ καρχαρίαι ἡλιεύθησαν κατὰ τὸ τελευταῖον δεκαπενθήμερον ὑπὸ τοῦ σκάφους τοῦ ὑδροβιολογικοῦ ἰνστιτούτου Ρόδου. Τό μεγαλύτερον ἐξ αὐτῶν εἶχε μῆκος ἄνω τῶν τριῶν μέτρων καὶ βάρος 350 χιλιογράμμων. Οἱ ἐπιστήμονες τοῦ ἰνστιτούτου μελετοῦν τὰς συνθήκας ὑπὸ τὰς ὁποίας ἐμφανίζονται οἱ καρχαρίαι εἰς τὰ νερὰ τῆς Δωδεκανήσου. [8, 218, 401, 249]
headline: ΑΠΕΥΘΥΝΣΕΙΣ ΤΩΝ ΔΙΑΤΥΠΩΣΕΩΝ ΔΙΑ ΤΑΣ ΤΕΤΡΑΕΤΙΑΣ ΖΗΤΕΙ Η Α.Δ.Ε.Δ.Υ. [999, 8, 1137, 59]
article [407, 421, 593, 492]
article-body: ΛΑΡΙΣΑ, 8. — Λυσσῶν κύων ἔδηξε τρεῖς γυναῖκας εἰς τὸ χωρίον. Αἱ παθοῦσαι μετεφέρθησαν εἰς τὸ ἀντιλυσσικὸν κέντρον. [977, 517, 1159, 540]
headline: ΩΠΛΙΣΜΕΝΟΙ ΛΗΣΤΑΙ ΕΒΙΑΣΑΝ ΜΙΑΝ ΝΟΤΙΟΑΦΡΙΚΑΝΙΔΑ ΚΑΙ ΕΤΡΑΥΜΑΤΙΣΑΝ ΤΟΝ ΣΥΝΟΔΟΝ ΤΗΣ ΕΙΣ ΚΑΤΑΓΚΑΝ [1172, 257, 1559, 286]
headline: ΠΑΡΕΤΑΘΗ Η ΠΡΟΘΕΣΜΙΑ ΥΠΟΒΟΛΗΣ ΣΥΜΜΕΤΟΧΩΝ ΕΙΣ ΤΟ ΦΕΣΤΙΒΑΛ ΤΟΥ ΤΡΑΓΟΥΔΙΟΥ [410, 108, 590, 160]
article [597, 280, 971, 362]
article [407, 616, 593, 674]
article [597, 596, 971, 636]
headline: Ο ΑΓΡΟΤΙΚΟΣ ΠΛΗΘΥΣΜΟΣ ΤΟΥ ΝΟΜΟΥ ΤΗΣ ΔΡΑΜΑΣ ΕΤΑΧΘΗ ΑΝΕΠΙΦΥΛΑΚΤΩΣ ΥΠΕΡ ΤΗΣ ΕΝΩΣΕΩΣ ΚΕΝΤΡΟΥ [611, 191, 957, 233]
article-body: Διὰ Β. διατάγματος ἱδρύονται γυμνάσια πρώτης βαθμίδος εἰς διαφόρους κοινότητας τῆς χώρας. [977, 823, 1159, 840]
article [1165, 6, 1566, 101]
headline: ΜΙΚΡΑΙ ΕΓΧΩΡΙΟΙ ΕΙΔΗΣΕΙΣ ΧΩΡΙΣ ΤΙΤΛΟΝ [70, 457, 339, 472]
